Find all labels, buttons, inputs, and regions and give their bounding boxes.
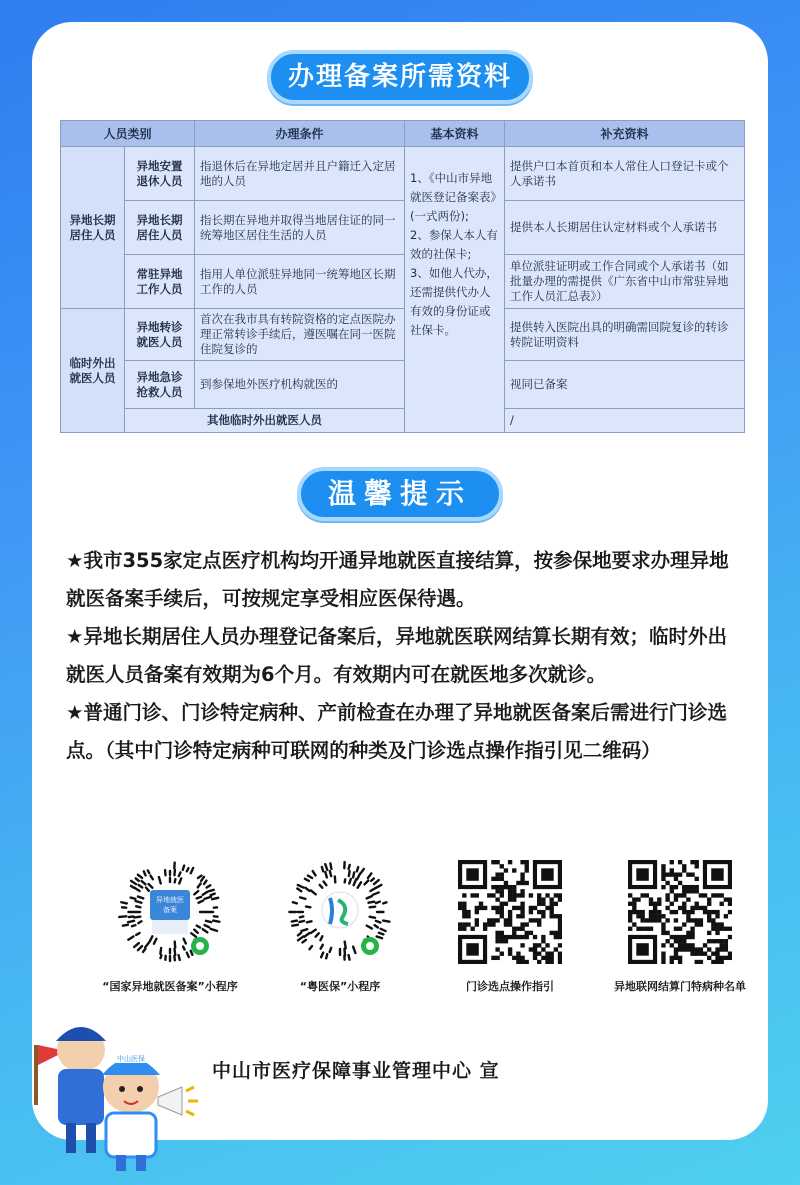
section-title-materials: 办理备案所需资料 [267,50,533,104]
row-condition: 指用人单位派驻异地同一统筹地区长期工作的人员 [195,255,405,309]
row-supplement: 提供转入医院出具的明确需回院复诊的转诊转院证明资料 [505,309,745,361]
group-temporary: 临时外出 就医人员 [61,309,125,433]
table-row [61,309,745,361]
header-condition: 办理条件 [195,121,405,147]
svg-text:异地就医: 异地就医 [156,896,184,904]
qr-code-icon [458,860,562,964]
qr-caption: 异地联网结算门特病种名单 [614,980,746,993]
tips-list [66,542,746,770]
tip-item: ★普通门诊、门诊特定病种、产前检查在办理了异地就医备案后需进行门诊选点。（其中门诊特定病种可联网的种类及门诊选点操作指引见二维码） [66,701,727,762]
materials-table [60,120,745,433]
row-subcategory: 常驻异地 工作人员 [125,255,195,309]
row-supplement: 视同已备案 [505,361,745,409]
mascot-badge: 中山医保 [117,1055,145,1063]
tip-item: ★异地长期居住人员办理登记备案后，异地就医联网结算长期有效；临时外出就医人员备案有效期为6个月。有效期内可在就医地多次就诊。 [66,625,727,686]
row-subcategory: 异地转诊 就医人员 [125,309,195,361]
header-category: 人员类别 [61,121,195,147]
table-row [61,255,745,309]
qr-caption: 门诊选点操作指引 [466,980,554,993]
row-subcategory: 异地安置 退休人员 [125,147,195,201]
content-card [32,22,768,1140]
qr-outpatient-guide[interactable] [430,860,590,994]
qr-caption: “国家异地就医备案”小程序 [102,980,238,993]
tip-item: ★我市355家定点医疗机构均开通异地就医直接结算，按参保地要求办理异地就医备案手续后，可按规定享受相应医保待遇。 [66,549,729,610]
svg-text:备案: 备案 [163,906,177,914]
table-row [61,409,745,433]
header-supplement: 补充资料 [505,121,745,147]
qr-caption: “粤医保”小程序 [299,980,381,993]
row-subcategory: 异地急诊 抢救人员 [125,361,195,409]
basic-materials: 1、《中山市异地就医登记备案表》(一式两份); 2、参保人本人有效的社保卡; 3、如他人代办，还需提供代办人有效的身份证或社保卡。 [405,147,505,433]
row-condition: 到参保地外医疗机构就医的 [195,361,405,409]
row-condition: 首次在我市具有转院资格的定点医院办理正常转诊手续后，遵医嘱在同一医院住院复诊的 [195,309,405,361]
row-supplement: / [505,409,745,433]
row-condition: 指长期在异地并取得当地居住证的同一统筹地区居住生活的人员 [195,201,405,255]
qr-code-row [32,860,768,1010]
table-row [61,361,745,409]
mascot-illustration [26,1005,206,1179]
qr-code-icon [628,860,732,964]
footer-issuer: 中山市医疗保障事业管理中心 宣 [212,1060,500,1082]
qr-yue-miniprogram[interactable] [260,860,420,994]
row-supplement: 提供本人长期居住认定材料或个人承诺书 [505,201,745,255]
row-supplement: 单位派驻证明或工作合同或个人承诺书（如批量办理的需提供《广东省中山市常驻异地工作人员汇总表》） [505,255,745,309]
table-row [61,201,745,255]
mini-program-code-icon [118,860,222,964]
table-row [61,147,745,201]
qr-national-miniprogram[interactable] [90,860,250,994]
header-basic: 基本资料 [405,121,505,147]
section-title-tips: 温馨提示 [297,467,503,521]
mini-program-code-icon [288,860,392,964]
row-subcategory: 其他临时外出就医人员 [125,409,405,433]
row-condition: 指退休后在异地定居并且户籍迁入定居地的人员 [195,147,405,201]
table-header-row [61,121,745,147]
row-subcategory: 异地长期 居住人员 [125,201,195,255]
row-supplement: 提供户口本首页和本人常住人口登记卡或个人承诺书 [505,147,745,201]
group-long-term: 异地长期 居住人员 [61,147,125,309]
qr-disease-list[interactable] [600,860,760,994]
